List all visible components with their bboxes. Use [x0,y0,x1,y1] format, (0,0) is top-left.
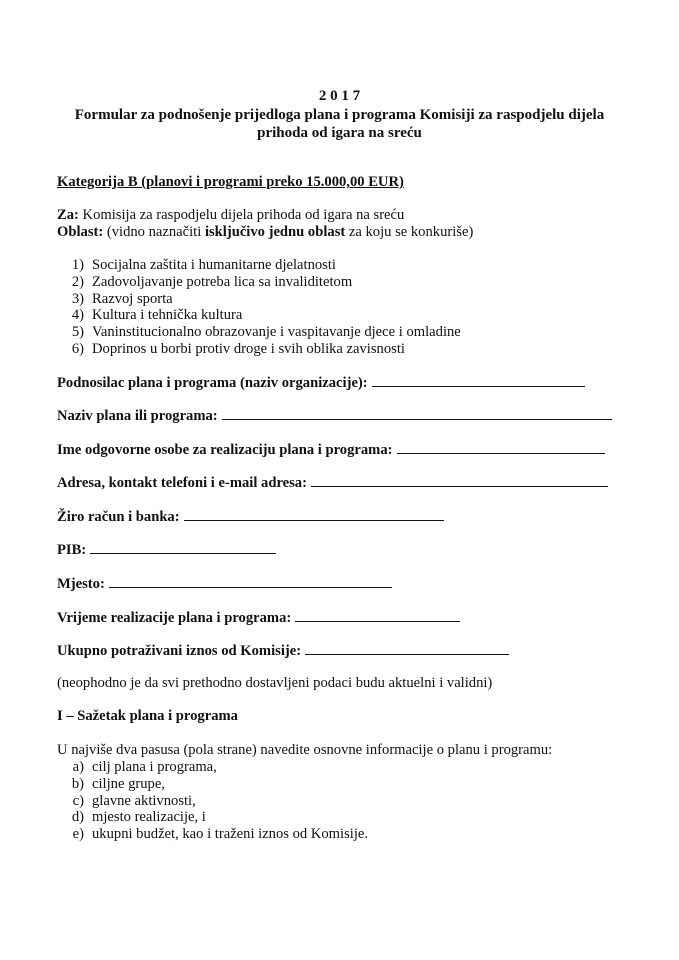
field-bank-account [57,507,444,526]
oblast-text: (vidno naznačiti [103,224,205,240]
list-item [60,324,461,341]
section-1-heading: I – Sažetak plana i programa [57,708,238,724]
field-place [57,574,392,593]
field-pib [57,540,276,559]
item-text: cilj plana i programa, [92,759,217,775]
field-label: PIB: [57,542,87,558]
blank-line[interactable] [305,641,509,655]
blank-line[interactable] [397,440,605,454]
item-text: ciljne grupe, [92,775,165,792]
blank-line[interactable] [222,406,612,420]
field-label: Mjesto: [57,576,105,592]
field-label: Ukupno potraživani iznos od Komisije: [57,643,302,659]
year-heading: 2 0 1 7 [318,88,361,104]
item-number: 5) [71,324,84,341]
field-program-name [57,406,612,425]
list-item [60,826,368,843]
oblast-emphasis: isključivo jednu oblast [204,224,346,240]
title-line-1: Formular za podnošenje prijedloga plana i programa Komisiji za raspodjelu dijela [74,107,605,123]
field-organization [57,373,585,392]
item-letter: b) [71,775,84,792]
summary-list [60,759,368,843]
oblast-line [57,224,473,241]
item-text: ukupni budžet, kao i traženi iznos od Komisije. [92,826,369,843]
item-text: Razvoj sporta [92,290,173,307]
item-text: Kultura i tehnička kultura [92,307,243,324]
oblast-label: Oblast: [57,224,104,240]
field-label: Vrijeme realizacije plana i programa: [57,610,292,626]
za-label: Za: [57,207,79,223]
list-item [60,291,461,308]
section-1-intro: U najviše dva pasusa (pola strane) navedite osnovne informacije o planu i programu: [57,742,553,758]
list-item [60,776,368,793]
blank-line[interactable] [295,608,460,622]
blank-line[interactable] [109,574,392,588]
za-text: Komisija za raspodjelu dijela prihoda od igara na sreću [78,207,405,223]
item-letter: a) [72,759,84,775]
field-label: Ime odgovorne osobe za realizaciju plana i programa: [57,442,393,458]
item-text: Vaninstitucionalno obrazovanje i vaspitavanje djece i omladine [92,324,461,341]
blank-line[interactable] [311,473,608,487]
field-label: Adresa, kontakt telefoni i e-mail adresa: [57,475,307,491]
list-item [60,341,461,358]
field-requested-amount [57,641,509,660]
list-item [60,809,368,826]
item-letter: d) [71,809,84,826]
item-text: Zadovoljavanje potreba lica sa invaliditetom [92,273,353,290]
list-item [60,257,461,274]
field-address-contact [57,473,608,492]
list-item [60,307,461,324]
list-item [60,274,461,291]
field-realization-time [57,608,460,627]
blank-line[interactable] [372,373,585,387]
item-text: mjesto realizacije, i [92,809,206,826]
item-number: 6) [71,340,84,357]
list-item [60,759,368,776]
item-letter: e) [72,826,84,843]
areas-list [60,257,461,358]
field-label: Žiro račun i banka: [57,509,180,525]
validity-note: (neophodno je da svi prethodno dostavljeni podaci budu aktuelni i validni) [57,675,493,691]
blank-line[interactable] [90,540,276,554]
field-label: Naziv plana ili programa: [57,408,218,424]
item-letter: c) [72,792,84,809]
category-heading: Kategorija B (planovi i programi preko 15.000,00 EUR) [57,174,404,190]
list-item [60,793,368,810]
item-number: 1) [71,257,84,273]
oblast-text-end: za koju se konkuriše) [345,224,474,240]
item-text: Doprinos u borbi protiv droge i svih oblika zavisnosti [92,340,405,357]
item-number: 2) [71,273,84,290]
item-number: 4) [71,307,84,324]
field-responsible-person [57,440,605,459]
za-line [57,207,404,224]
item-text: glavne aktivnosti, [92,792,196,809]
field-label: Podnosilac plana i programa (naziv organizacije): [57,375,368,391]
title-line-2: prihoda od igara na sreću [257,125,422,141]
blank-line[interactable] [184,507,444,521]
item-number: 3) [71,290,84,307]
item-text: Socijalna zaštita i humanitarne djelatnosti [92,257,336,273]
